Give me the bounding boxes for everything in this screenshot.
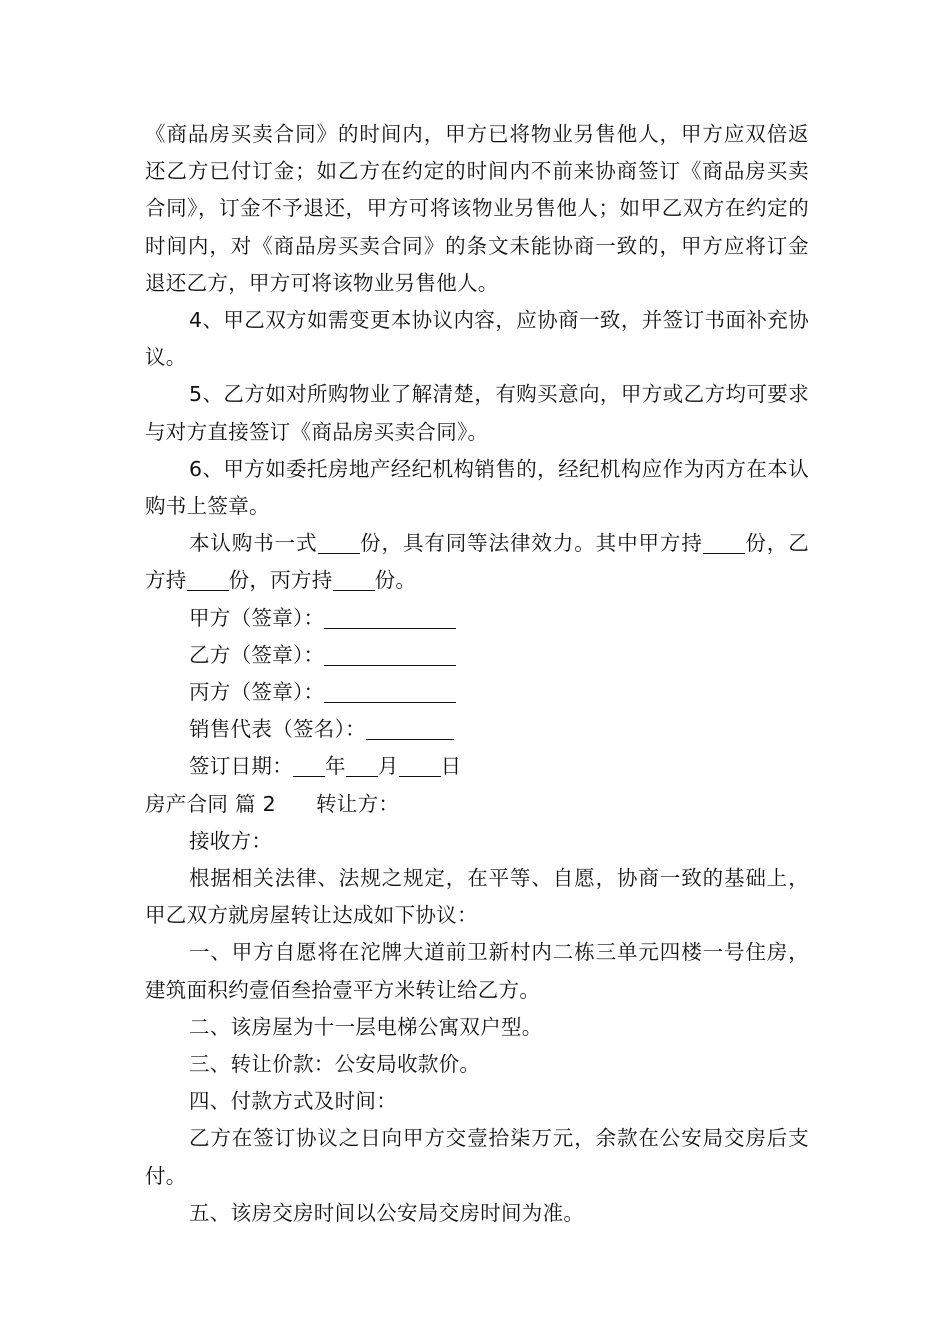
party-a-signature-blank bbox=[324, 604, 456, 629]
blank-total-copies bbox=[318, 529, 360, 554]
signature-line-party-b bbox=[145, 637, 809, 674]
document-page bbox=[145, 116, 809, 1232]
copies-text-3: 份，乙方持 bbox=[145, 531, 809, 593]
blank-party-a-copies bbox=[703, 529, 745, 554]
section-2-item-4: 四、付款方式及时间： bbox=[189, 1089, 397, 1114]
date-label: 签订日期： bbox=[189, 754, 293, 779]
blank-party-c-copies bbox=[333, 566, 375, 591]
transferor-label: 转让方： bbox=[315, 791, 400, 816]
signature-line-sales-rep bbox=[145, 711, 809, 748]
party-b-label: 乙方（签章）： bbox=[189, 642, 325, 667]
section-2-item-3: 三、转让价款：公安局收款价。 bbox=[189, 1052, 481, 1077]
section-2-item-5: 五、该房交房时间以公安局交房时间为准。 bbox=[189, 1200, 585, 1225]
section-2-item-1: 一、甲方自愿将在沱牌大道前卫新村内二栋三单元四楼一号住房，建筑面积约壹佰叁拾壹平方米转让给乙方。 bbox=[145, 940, 809, 1002]
day-blank bbox=[399, 752, 441, 777]
paragraph-clause-4: 4、甲乙双方如需变更本协议内容，应协商一致，并签订书面补充协议。 bbox=[145, 308, 809, 370]
signature-line-party-a bbox=[145, 600, 809, 637]
year-blank bbox=[293, 752, 325, 777]
section-2-intro: 根据相关法律、法规之规定，在平等、自愿，协商一致的基础上，甲乙双方就房屋转让达成如下协议： bbox=[145, 866, 809, 928]
copies-text-1: 本认购书一式 bbox=[189, 531, 318, 556]
paragraph-clause-6: 6、甲方如委托房地产经纪机构销售的，经纪机构应作为丙方在本认购书上签章。 bbox=[145, 456, 809, 519]
section-2-heading-row bbox=[145, 786, 809, 823]
signature-line-party-c bbox=[145, 674, 809, 711]
paragraph-order-terms: 《商品房买卖合同》的时间内，甲方已将物业另售他人，甲方应双倍返还乙方已付订金；如乙方在约定的时间内不前来协商签订《商品房买卖合同》，订金不予退还，甲方可将该物业另售他人；如甲乙双方在约定的时间内，对《商品房买卖合同》的条文未能协商一致的，甲方应将订金退还乙方，甲方可将该物业另售他人。 bbox=[145, 122, 809, 295]
year-label: 年 bbox=[325, 754, 346, 779]
month-blank bbox=[346, 752, 378, 777]
party-c-label: 丙方（签章）： bbox=[189, 680, 325, 705]
day-label: 日 bbox=[440, 754, 462, 779]
sales-rep-label: 销售代表（签名）： bbox=[189, 717, 366, 742]
section-2-item-4-detail: 乙方在签订协议之日向甲方交壹拾柒万元，余款在公安局交房后支付。 bbox=[145, 1126, 809, 1188]
party-a-label: 甲方（签章）： bbox=[189, 605, 325, 630]
copies-text-5: 份。 bbox=[374, 568, 417, 593]
party-b-signature-blank bbox=[324, 641, 456, 666]
party-c-signature-blank bbox=[324, 678, 456, 703]
section-2-item-2: 二、该房屋为十一层电梯公寓双户型。 bbox=[189, 1014, 543, 1039]
sales-rep-signature-blank bbox=[366, 715, 454, 740]
section-2-heading: 房产合同 篇 2 bbox=[145, 791, 276, 816]
paragraph-copies bbox=[145, 525, 809, 599]
month-label: 月 bbox=[377, 754, 399, 779]
paragraph-clause-5: 5、乙方如对所购物业了解清楚，有购买意向，甲方或乙方均可要求与对方直接签订《商品房买卖合同》。 bbox=[145, 382, 809, 444]
blank-party-b-copies bbox=[187, 566, 229, 591]
signing-date-line bbox=[145, 748, 809, 785]
copies-text-2: 份，具有同等法律效力。其中甲方持 bbox=[359, 531, 703, 556]
receiver-label: 接收方： bbox=[189, 828, 273, 853]
copies-text-4: 份，丙方持 bbox=[228, 568, 333, 593]
